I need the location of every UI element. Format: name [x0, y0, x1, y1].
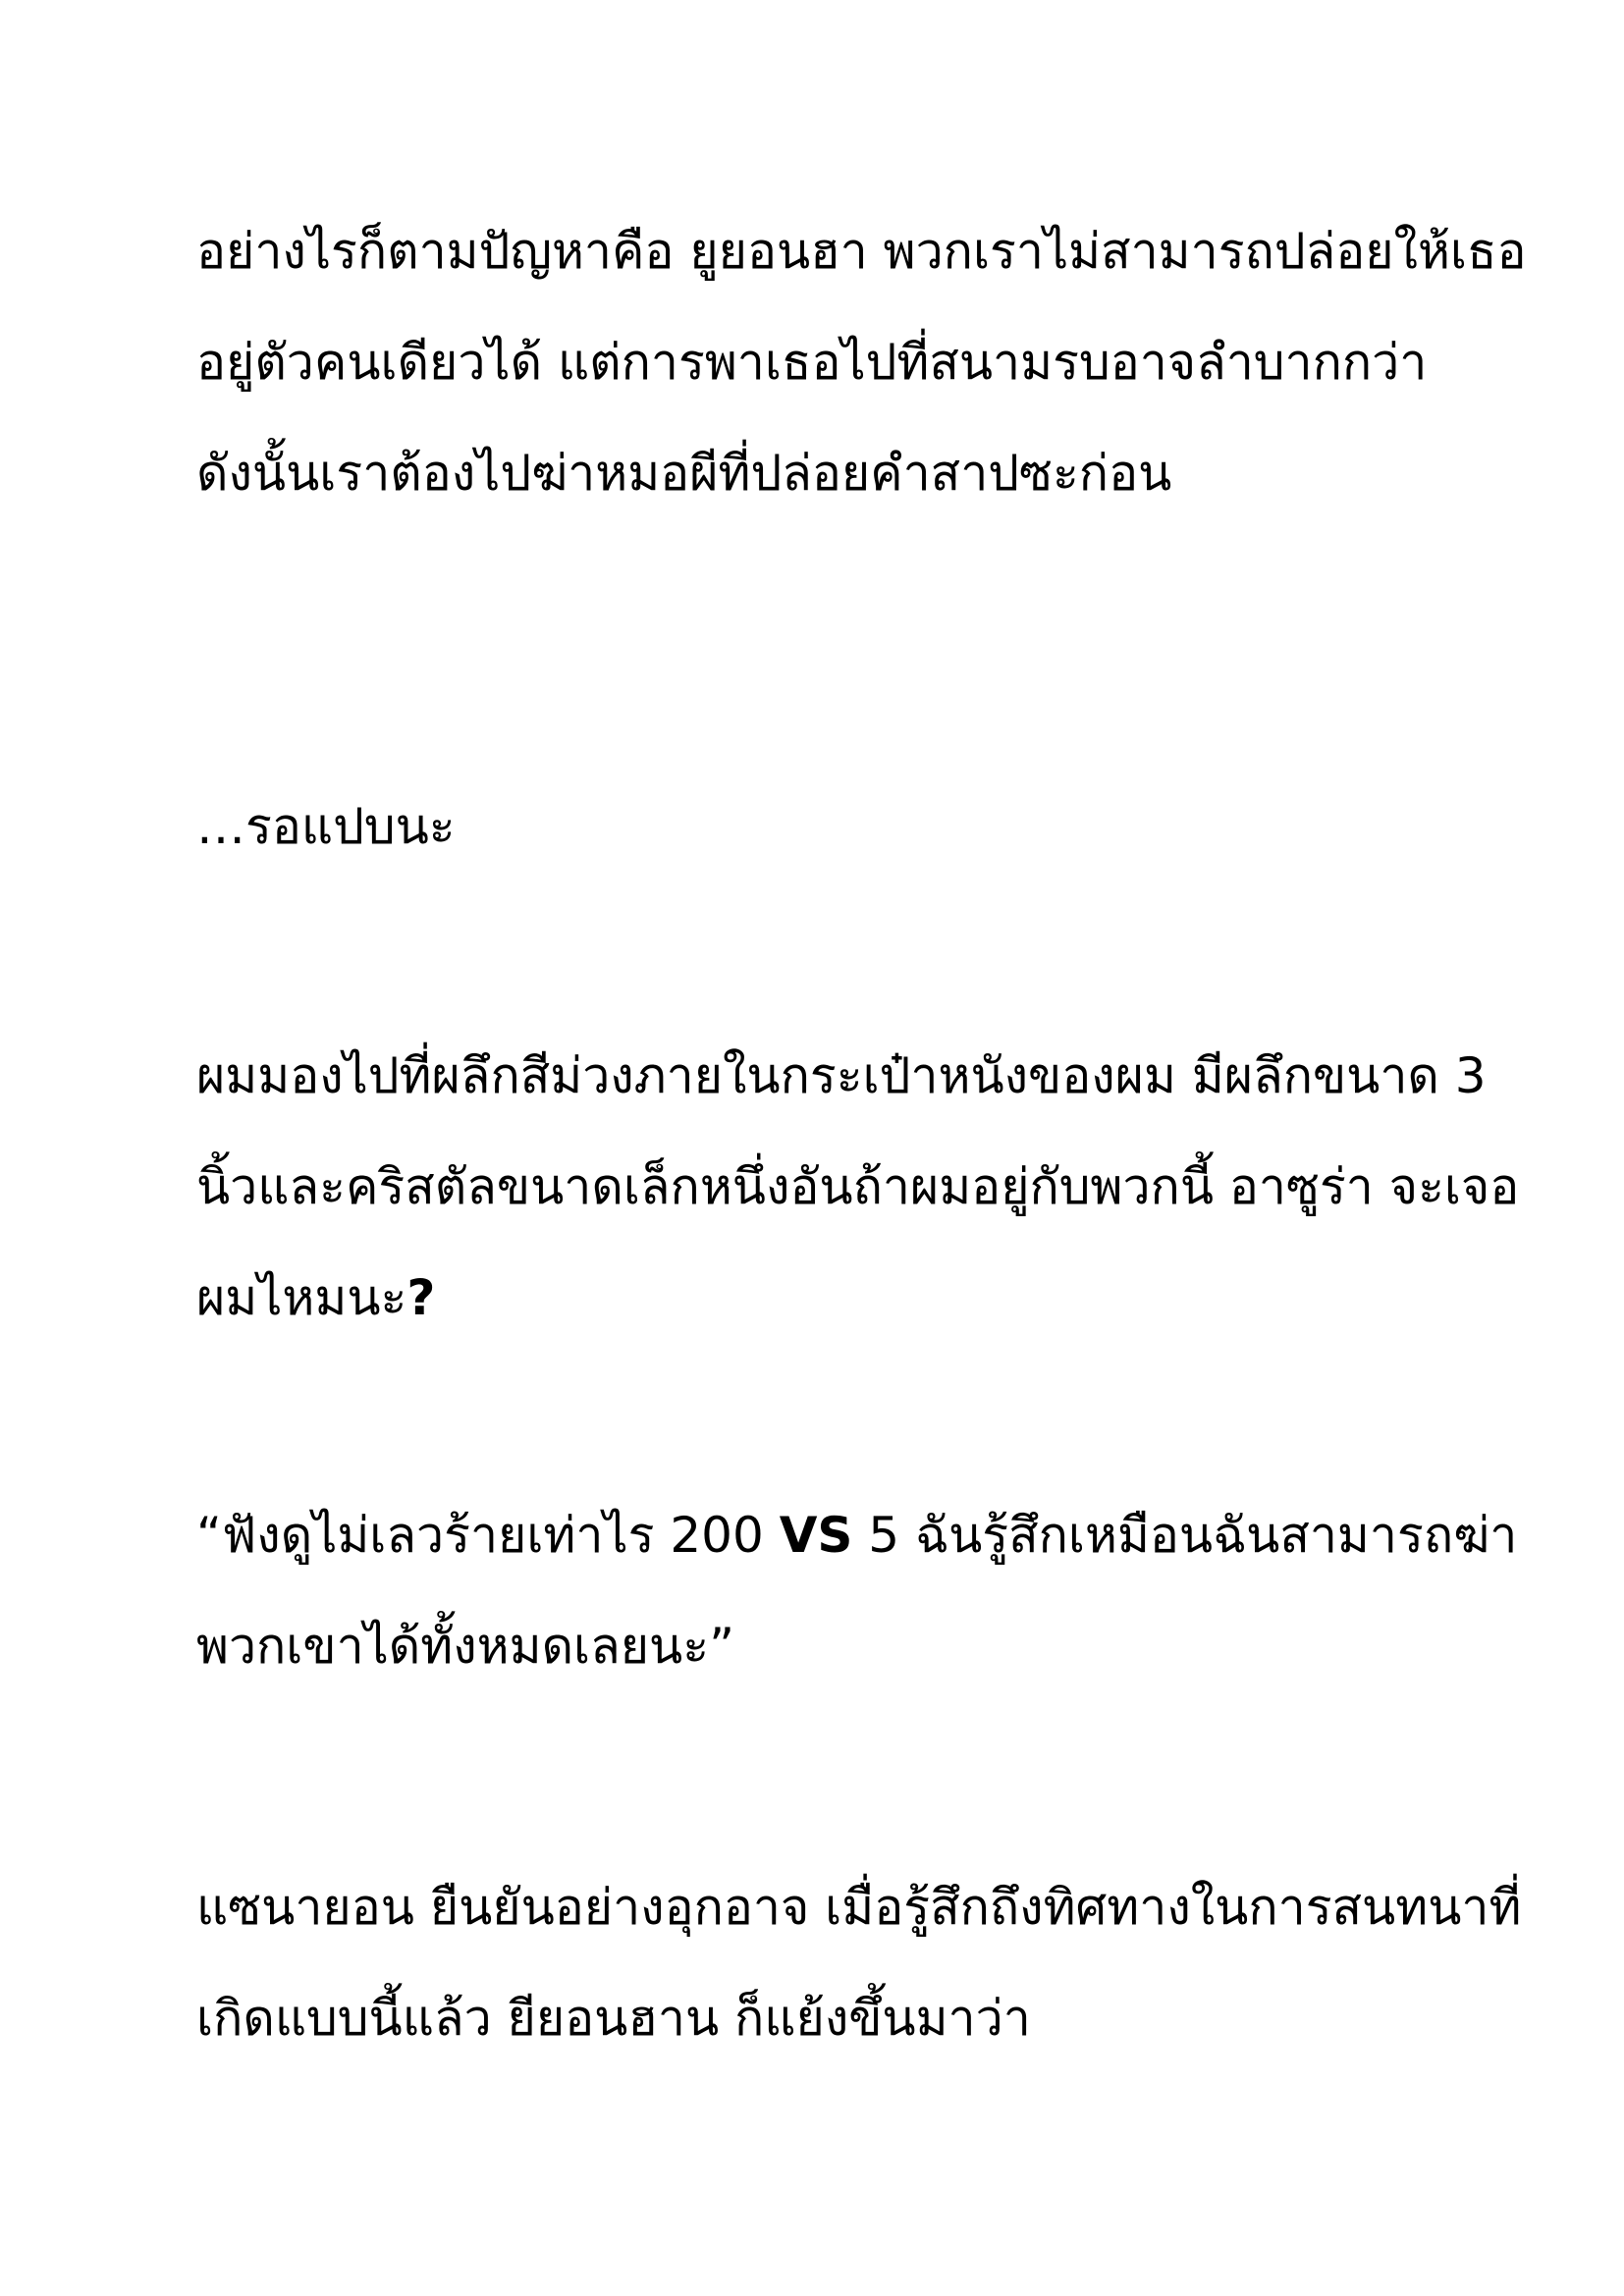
paragraph-response: [196, 1852, 1522, 2074]
text-segment: “ฟังดูไม่เลวร้ายเท่าไร 200: [196, 1507, 780, 1564]
text-line: เกิดแบบนี้แล้ว ยียอนฮาน ก็แย้งขึ้นมาว่า: [196, 1990, 1031, 2047]
text-line: อยู่ตัวคนเดียวได้ แต่การพาเธอไปที่สนามรบอาจลำบากกว่า: [196, 334, 1428, 391]
text-line: อย่างไรก็ตามปัญหาคือ ยูยอนฮา พวกเราไม่สามารถปล่อยให้เธอ: [196, 223, 1527, 280]
text-line: พวกเขาได้ทั้งหมดเลยนะ”: [196, 1618, 734, 1675]
text-line: [196, 1243, 1473, 1354]
text-line: [196, 1480, 1518, 1591]
paragraph-dialogue: [196, 1480, 1518, 1702]
text-segment: ผมไหมนะ: [196, 1269, 407, 1326]
text-line: …รอแปบนะ: [196, 798, 456, 855]
text-line: นิ้วและคริสตัลขนาดเล็กหนึ่งอันถ้าผมอยู่กับพวกนี้ อาซูร่า จะเจอ: [196, 1158, 1520, 1215]
text-line: ดังนั้นเราต้องไปฆ่าหมอผีที่ปล่อยคำสาปซะก่อน: [196, 445, 1172, 502]
paragraph-crystals: [196, 1021, 1520, 1354]
paragraph-wait: [196, 772, 1473, 882]
text-line: ผมมองไปที่ผลึกสีม่วงภายในกระเป๋าหนังของผม มีผลึกขนาด 3: [196, 1047, 1487, 1104]
text-line: แซนายอน ยืนยันอย่างอุกอาจ เมื่อรู้สึกถึงทิศทางในการสนทนาที่: [196, 1879, 1522, 1936]
question-mark: ?: [406, 1269, 436, 1326]
paragraph-problem-statement: [196, 196, 1527, 529]
text-segment: 5 ฉันรู้สึกเหมือนฉันสามารถฆ่า: [852, 1507, 1518, 1564]
versus-mark: VS: [779, 1507, 853, 1564]
